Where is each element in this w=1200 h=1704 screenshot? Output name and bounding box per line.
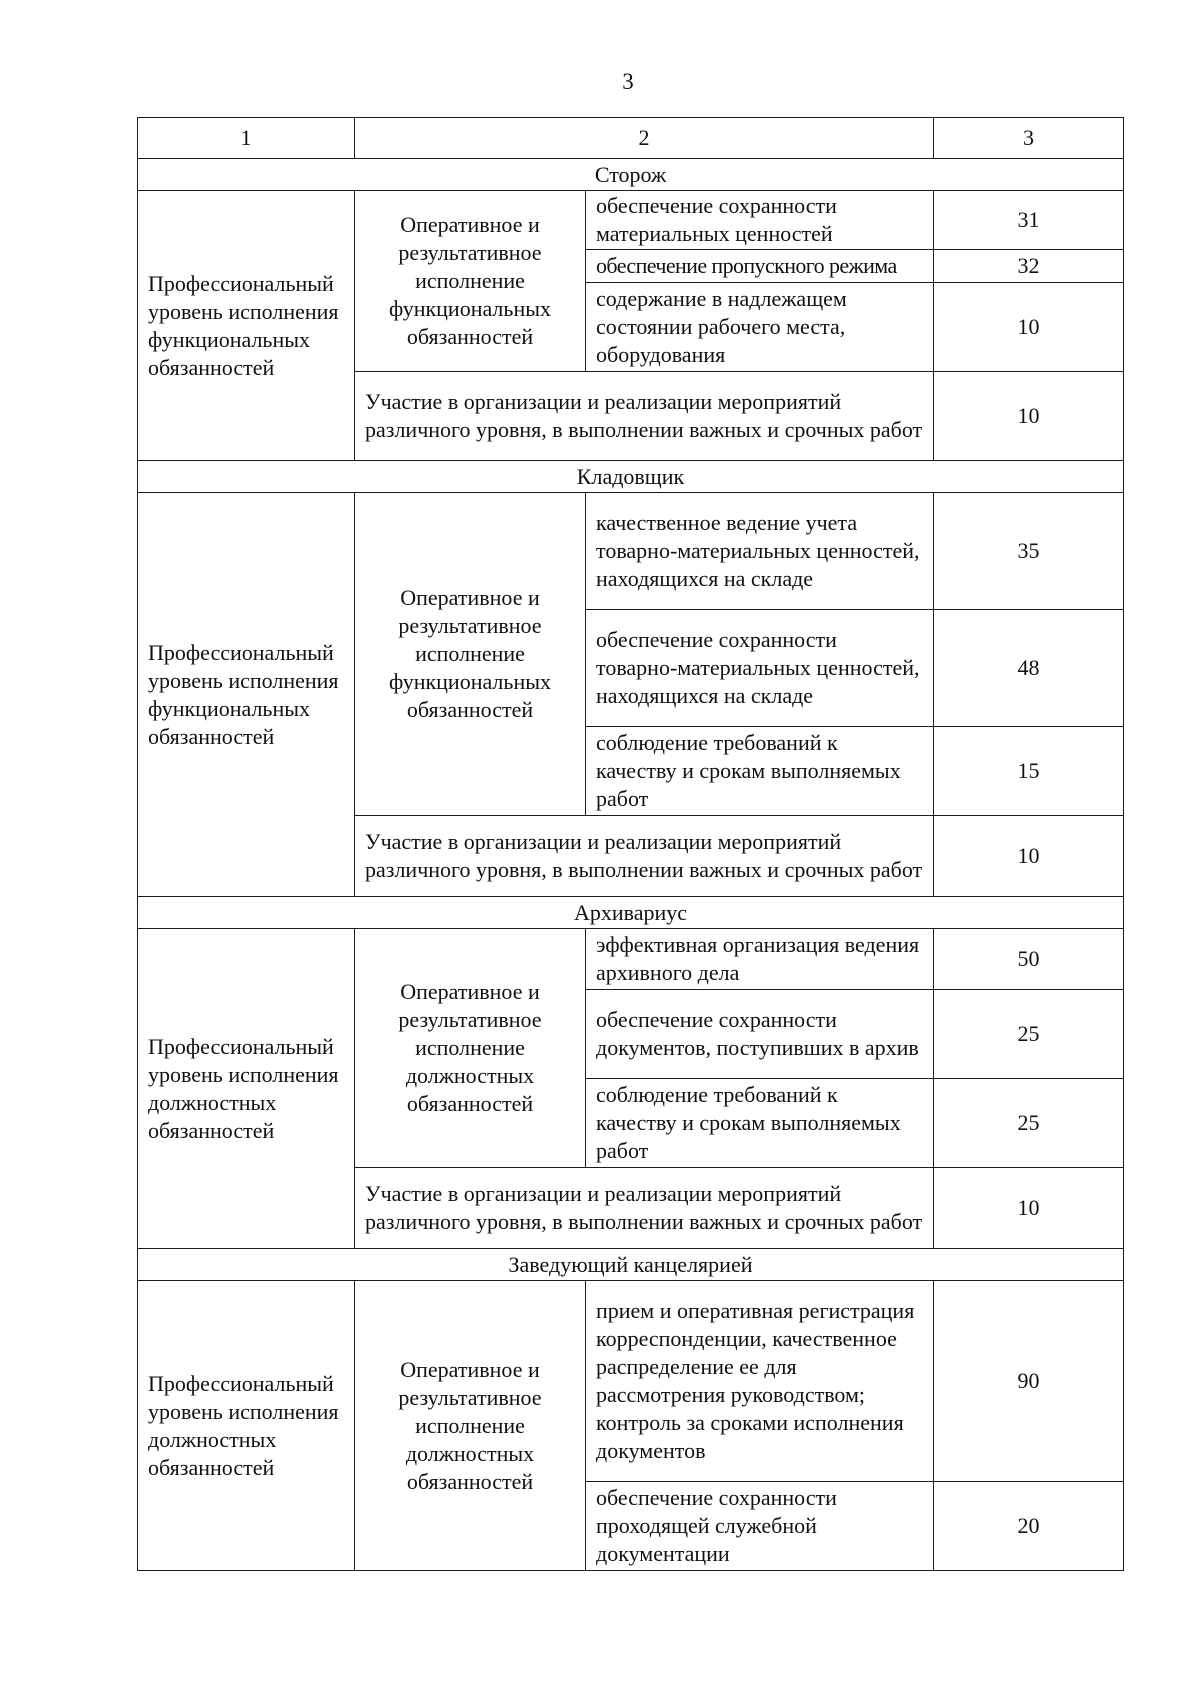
criterion-text: соблюдение требований к качеству и срокам выполняемых работ	[586, 1079, 934, 1168]
section-title: Заведующий канцелярией	[138, 1249, 1124, 1281]
criterion-value: 10	[934, 283, 1124, 372]
participation-value: 10	[934, 816, 1124, 897]
criterion-text: обеспечение сохранности документов, поступивших в архив	[586, 990, 934, 1079]
participation-text: Участие в организации и реализации мероприятий различного уровня, в выполнении важных и срочных работ	[355, 816, 934, 897]
header-row	[138, 118, 1124, 159]
level-cell: Профессиональный уровень исполнения должностных обязанностей	[138, 1281, 355, 1571]
criterion-text: прием и оперативная регистрация корреспонденции, качественное распределение ее для рассмотрения руководством; контроль за сроками исполнения документов	[586, 1281, 934, 1482]
section-title: Архивариус	[138, 897, 1124, 929]
performance-cell: Оперативное и результативное исполнение функциональных обязанностей	[355, 191, 586, 372]
level-cell: Профессиональный уровень исполнения должностных обязанностей	[138, 929, 355, 1249]
criterion-text: обеспечение сохранности материальных ценностей	[586, 191, 934, 250]
criterion-value: 25	[934, 1079, 1124, 1168]
section-title: Кладовщик	[138, 461, 1124, 493]
section-title-row	[138, 1249, 1124, 1281]
participation-text: Участие в организации и реализации мероприятий различного уровня, в выполнении важных и срочных работ	[355, 372, 934, 461]
participation-value: 10	[934, 372, 1124, 461]
section-title-row	[138, 897, 1124, 929]
performance-cell: Оперативное и результативное исполнение должностных обязанностей	[355, 929, 586, 1168]
section-title: Сторож	[138, 159, 1124, 191]
header-col-3: 3	[934, 118, 1124, 159]
participation-value: 10	[934, 1168, 1124, 1249]
criterion-value: 15	[934, 727, 1124, 816]
table-row	[138, 493, 1124, 610]
table-row	[138, 929, 1124, 990]
participation-text: Участие в организации и реализации мероприятий различного уровня, в выполнении важных и срочных работ	[355, 1168, 934, 1249]
header-col-2: 2	[355, 118, 934, 159]
criterion-text: качественное ведение учета товарно-материальных ценностей, находящихся на складе	[586, 493, 934, 610]
criterion-text: обеспечение пропускного режима	[586, 250, 934, 283]
table-row	[138, 191, 1124, 250]
performance-cell: Оперативное и результативное исполнение должностных обязанностей	[355, 1281, 586, 1571]
performance-cell: Оперативное и результативное исполнение функциональных обязанностей	[355, 493, 586, 816]
criterion-value: 31	[934, 191, 1124, 250]
criterion-value: 50	[934, 929, 1124, 990]
header-col-1: 1	[138, 118, 355, 159]
criterion-value: 32	[934, 250, 1124, 283]
level-cell: Профессиональный уровень исполнения функциональных обязанностей	[138, 493, 355, 897]
page-number: 3	[622, 69, 634, 94]
criteria-table	[137, 117, 1124, 1571]
criterion-value: 35	[934, 493, 1124, 610]
criterion-text: соблюдение требований к качеству и срокам выполняемых работ	[586, 727, 934, 816]
criterion-text: содержание в надлежащем состоянии рабочего места, оборудования	[586, 283, 934, 372]
criterion-value: 20	[934, 1482, 1124, 1571]
section-title-row	[138, 159, 1124, 191]
table-row	[138, 1281, 1124, 1482]
criterion-text: эффективная организация ведения архивного дела	[586, 929, 934, 990]
level-cell: Профессиональный уровень исполнения функциональных обязанностей	[138, 191, 355, 461]
criterion-value: 90	[934, 1281, 1124, 1482]
criterion-text: обеспечение сохранности проходящей служебной документации	[586, 1482, 934, 1571]
section-title-row	[138, 461, 1124, 493]
criterion-text: обеспечение сохранности товарно-материальных ценностей, находящихся на складе	[586, 610, 934, 727]
criterion-value: 25	[934, 990, 1124, 1079]
criterion-value: 48	[934, 610, 1124, 727]
